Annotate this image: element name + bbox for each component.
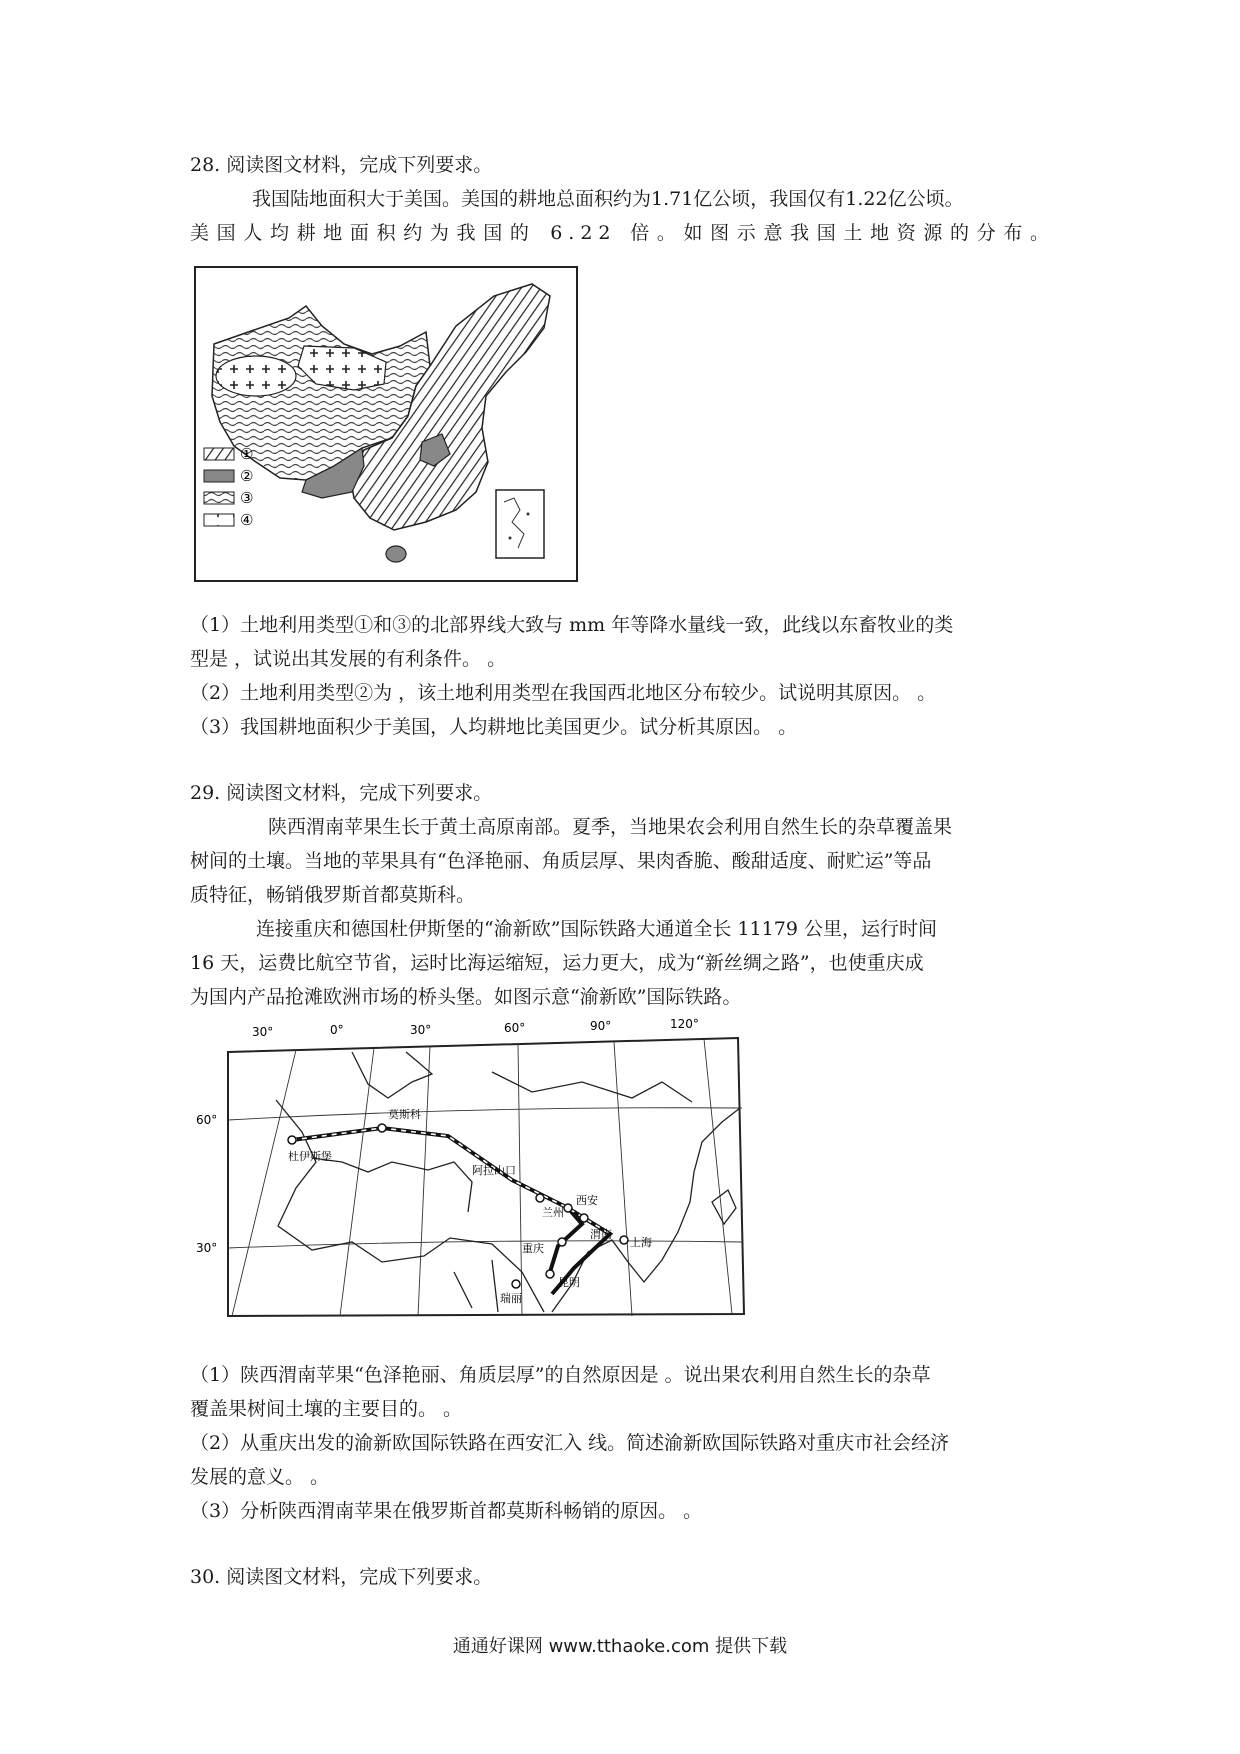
q29-question-1b: 覆盖果树间土壤的主要目的。 。: [190, 1398, 463, 1420]
q29-para2-line-3: 为国内产品抢滩欧洲市场的桥头堡。如图示意“渝新欧”国际铁路。: [190, 986, 742, 1008]
legend-label-1: ①: [240, 445, 254, 463]
q28-question-1a: （1）土地利用类型①和③的北部界线大致与 mm 年等降水量线一致，此线以东畜牧业的类: [190, 614, 954, 636]
q29-para1-line-1: 陕西渭南苹果生长于黄土高原南部。夏季，当地果农会利用自然生长的杂草覆盖果: [268, 816, 953, 838]
lon-label-4: 60°: [504, 1021, 526, 1035]
legend-swatch-4: [204, 514, 234, 526]
legend-swatch-1: [204, 448, 234, 460]
q28-question-3: （3）我国耕地面积少于美国，人均耕地比美国更少。试分析其原因。 。: [190, 716, 798, 738]
lat-label-1: 60°: [196, 1113, 218, 1127]
lon-label-2: 0°: [330, 1023, 344, 1037]
q28-question-1b: 型是 ，试说出其发展的有利条件。 。: [190, 648, 507, 670]
place-kunming: 昆明: [558, 1276, 580, 1289]
q29-para1-line-2: 树间的土壤。当地的苹果具有“色泽艳丽、角质层厚、果肉香脆、酸甜适度、耐贮运”等品: [190, 850, 932, 872]
q29-para2-line-2: 16 天，运费比航空节省，运时比海运缩短，运力更大，成为“新丝绸之路”，也使重庆成: [190, 952, 924, 974]
place-moscow: 莫斯科: [388, 1108, 421, 1121]
legend-label-2: ②: [240, 467, 254, 485]
lon-label-1: 30°: [252, 1025, 274, 1039]
q28-heading: 28. 阅读图文材料，完成下列要求。: [190, 154, 493, 176]
q28-paragraph-line-2: 美国人均耕地面积约为我国的 6.22 倍。如图示意我国土地资源的分布。: [190, 222, 1055, 244]
q29-question-1a: （1）陕西渭南苹果“色泽艳丽、角质层厚”的自然原因是 。说出果农利用自然生长的杂草: [190, 1364, 931, 1386]
map-region-4-a: [216, 356, 296, 396]
place-ruili: 瑞丽: [500, 1292, 522, 1305]
place-lanzhou: 兰州: [542, 1206, 564, 1219]
south-china-sea-inset: [496, 490, 544, 558]
legend-label-4: ④: [240, 511, 254, 529]
q28-question-2: （2）土地利用类型②为 ，该土地利用类型在我国西北地区分布较少。试说明其原因。 。: [190, 682, 937, 704]
legend-swatch-2: [204, 470, 234, 482]
yuxinou-railway-map: [192, 1012, 748, 1328]
q29-question-2b: 发展的意义。 。: [190, 1466, 330, 1488]
place-chongqing: 重庆: [522, 1242, 544, 1255]
q30-heading: 30. 阅读图文材料，完成下列要求。: [190, 1566, 493, 1588]
place-weinan: 渭南: [590, 1228, 612, 1241]
q29-para1-line-3: 质特征，畅销俄罗斯首都莫斯科。: [190, 884, 476, 906]
lon-label-3: 30°: [410, 1023, 432, 1037]
legend-label-3: ③: [240, 489, 254, 507]
q29-heading: 29. 阅读图文材料，完成下列要求。: [190, 782, 493, 804]
map-region-2-c: [386, 546, 406, 562]
page-footer: 通通好课网 www.tthaoke.com 提供下载: [452, 1636, 788, 1657]
q29-para2-line-1: 连接重庆和德国杜伊斯堡的“渝新欧”国际铁路大通道全长 11179 公里，运行时间: [256, 918, 937, 940]
q29-question-2a: （2）从重庆出发的渝新欧国际铁路在西安汇入 线。简述渝新欧国际铁路对重庆市社会经济: [190, 1432, 950, 1454]
place-alashankou: 阿拉山口: [472, 1164, 516, 1177]
lon-label-5: 90°: [590, 1019, 612, 1033]
lon-label-6: 120°: [670, 1017, 699, 1031]
place-duisburg: 杜伊斯堡: [288, 1150, 332, 1163]
q28-paragraph-line-1: 我国陆地面积大于美国。美国的耕地总面积约为1.71亿公顷，我国仅有1.22亿公顷。: [252, 188, 964, 210]
place-shanghai: 上海: [630, 1236, 652, 1249]
lat-label-2: 30°: [196, 1241, 218, 1255]
q29-question-3: （3）分析陕西渭南苹果在俄罗斯首都莫斯科畅销的原因。 。: [190, 1500, 703, 1522]
legend-swatch-3: [204, 492, 234, 504]
china-land-use-map: [194, 266, 578, 582]
place-xian: 西安: [576, 1194, 598, 1207]
